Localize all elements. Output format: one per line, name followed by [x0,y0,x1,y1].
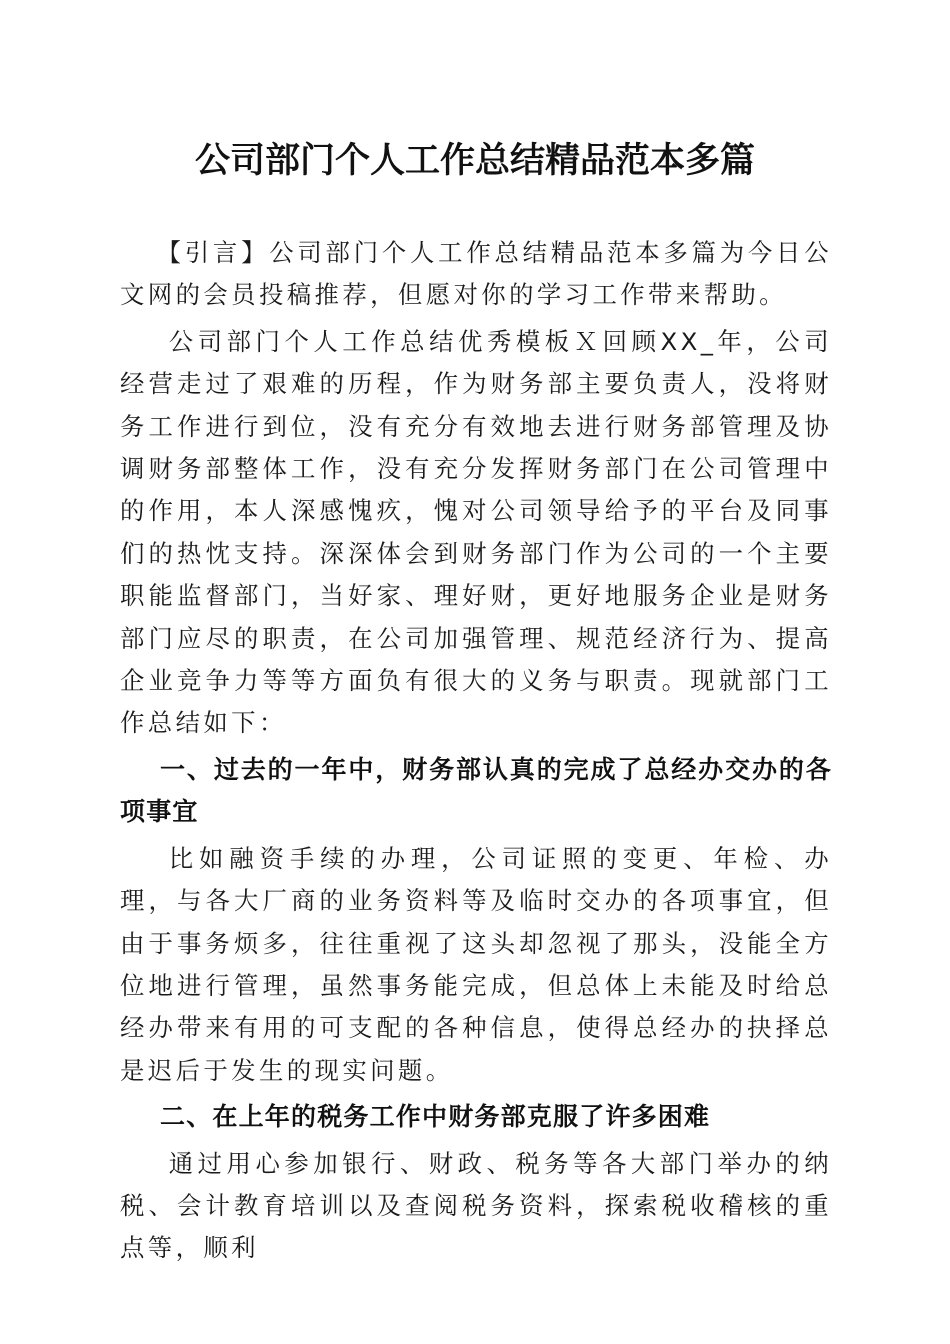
section-heading: 二、在上年的税务工作中财务部克服了许多困难 [160,1102,711,1132]
intro-paragraph: 【引言】公司部门个人工作总结精品范本多篇为今日公文网的会员投稿推荐，但愿对你的学习工作带来帮助。 [120,238,832,310]
body-paragraph: 比如融资手续的办理，公司证照的变更、年检、办理，与各大厂商的业务资料等及临时交办的各项事宜，但由于事务烦多，往往重视了这头却忽视了那头，没能全方位地进行管理，虽然事务能完成，但总体上未能及时给总经办带来有用的可支配的各种信息，使得总经办的抉择总是迟后于发生的现实问题。 [120,843,832,1085]
body-paragraph: 公司部门个人工作总结优秀模板Ｘ回顾XX_年，公司经营走过了艰难的历程，作为财务部主要负责人，没将财务工作进行到位，没有充分有效地去进行财务部管理及协调财务部整体工作，没有充分发挥财务部门在公司管理中的作用，本人深感愧疚，愧对公司领导给予的平台及同事们的热忱支持。深深体会到财务部门作为公司的一个主要职能监督部门，当好家、理好财，更好地服务企业是财务部门应尽的职责，在公司加强管理、规范经济行为、提高企业竞争力等等方面负有很大的义务与职责。现就部门工作总结如下： [120,326,832,738]
body-paragraph: 通过用心参加银行、财政、税务等各大部门举办的纳税、会计教育培训以及查阅税务资料，探索税收稽核的重点等，顺利 [120,1148,832,1263]
section-heading: 一、过去的一年中，财务部认真的完成了总经办交办的各项事宜 [120,754,832,827]
document-title: 公司部门个人工作总结精品范本多篇 [194,140,755,181]
document-body [120,232,832,1270]
